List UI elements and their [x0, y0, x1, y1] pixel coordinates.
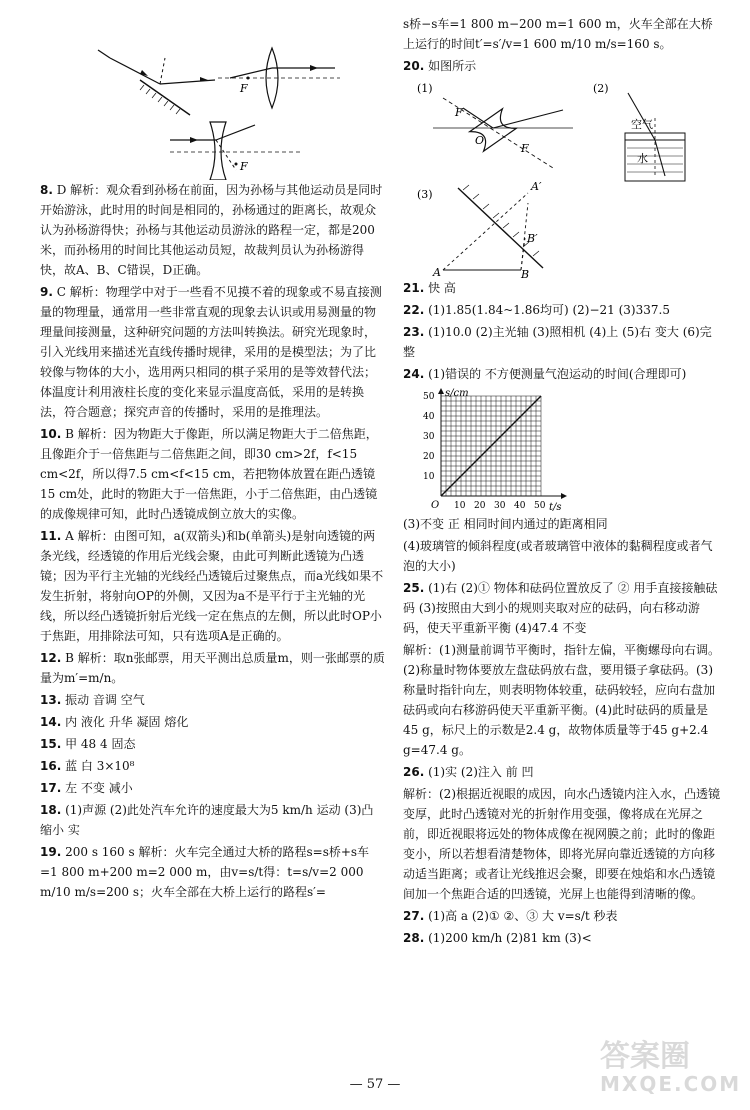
answer-item: [40, 778, 385, 798]
answer-item: [40, 842, 385, 902]
item-text: 解析：(1)测量前调节平衡时，指针左偏，平衡螺母向右调。(2)称量时物体要放左盘砝码放右盘，要用镊子拿砝码。(3)称量时指针向左，则表明物体较重，砝码较轻，应向右盘加砝码或向右移游码使天平重新平衡。(4)此时砝码的质量是45 g，标尺上的示数是2.4 g，故物体质量等于45 g+2.4 g=47.4 g。: [403, 643, 721, 757]
answer-item: [403, 364, 723, 384]
point-label: A′: [531, 180, 542, 193]
answer-item: [403, 762, 723, 782]
item-number: 24.: [403, 367, 425, 381]
answer-item: [40, 282, 385, 422]
x-tick-label: 20: [474, 501, 486, 511]
item-number: 22.: [403, 303, 425, 317]
y-tick-label: 50: [423, 392, 435, 402]
answer-item: [403, 514, 723, 534]
water-label: 水: [637, 152, 648, 165]
watermark-site: MXQE.COM: [600, 1072, 742, 1096]
item-text: (3)不变 正 相同时间内通过的距离相同: [403, 517, 608, 531]
y-tick-label: 40: [423, 412, 435, 422]
item-text: 200 s 160 s 解析：火车完全通过大桥的路程s=s桥+s车=1 800 m+200 m=2 000 m，由v=s/t得：t=s/v=2 000 m/10 m/s=200 s；火车全部在大桥上运行的路程s′=: [40, 845, 370, 899]
ray-diagram-20: [403, 78, 723, 278]
focus-label: F: [240, 160, 248, 173]
item-number: 25.: [403, 581, 425, 595]
answer-item: [403, 784, 723, 904]
lens-figures-top: [40, 40, 385, 180]
panel-label: (2): [593, 82, 609, 95]
item-number: 19.: [40, 845, 62, 859]
y-tick-label: 10: [423, 472, 435, 482]
focus-label: F: [521, 142, 529, 155]
item-number: 15.: [40, 737, 62, 751]
item-number: 13.: [40, 693, 62, 707]
x-tick-label: 40: [514, 501, 526, 511]
answer-item: [403, 928, 723, 948]
focus-label: F: [240, 82, 248, 95]
answer-item: [40, 180, 385, 280]
item-number: 17.: [40, 781, 62, 795]
y-tick-label: 30: [423, 432, 435, 442]
watermark-logo: [600, 1040, 740, 1105]
item-number: 9.: [40, 285, 53, 299]
answer-item: [403, 578, 723, 638]
item-text: 振动 音调 空气: [65, 693, 145, 707]
item-text: s桥−s车=1 800 m−200 m=1 600 m，火车全部在大桥上运行的时间t′=s′/v=1 600 m/10 m/s=160 s。: [403, 17, 713, 51]
item-text: C 解析：物理学中对于一些看不见摸不着的现象或不易直接测量的物理量，通常用一些非常直观的现象去认识或用易测量的物理量间接测量，这种研究问题的方法叫转换法。研究光现象时，引入光线用来描述光直线传播时规律，采用的是模型法；为了比较像与物体的大小，选用两只相同的棋子采用的是等效替代法；体温度计利用液柱长度的变化来显示温度高低，采用的是转换法，符合题意；探究声音的传播时，采用的是推理法。: [40, 285, 382, 419]
focus-label: F: [455, 106, 463, 119]
answer-item: [403, 906, 723, 926]
answer-item: [40, 648, 385, 688]
item-number: 23.: [403, 325, 425, 339]
x-axis-label: t/s: [549, 502, 562, 513]
item-text: D 解析：观众看到孙杨在前面，因为孙杨与其他运动员是同时开始游泳，此时用的时间是相同的，孙杨通过的距离长，故观众认为孙杨游得快；孙杨与其他运动员游泳的路程一定，都是200米，而孙杨用的时间比其他运动员短，故裁判员认为孙杨游得快，故A、B、C错误，D正确。: [40, 183, 383, 277]
item-number: 28.: [403, 931, 425, 945]
item-number: 18.: [40, 803, 62, 817]
item-text: 甲 48 4 固态: [65, 737, 136, 751]
s-t-graph: [421, 386, 571, 514]
item-number: 12.: [40, 651, 62, 665]
item-text: (1)10.0 (2)主光轴 (3)照相机 (4)上 (5)右 变大 (6)完整: [403, 325, 712, 359]
y-axis-label: s/cm: [445, 388, 469, 399]
panel-label: (3): [417, 188, 433, 201]
item-text: B 解析：取n张邮票，用天平测出总质量m，则一张邮票的质量为m′=m/n。: [40, 651, 385, 685]
x-tick-label: 50: [534, 501, 546, 511]
x-tick-label: 10: [454, 501, 466, 511]
item-text: (1)实 (2)注入 前 凹: [428, 765, 534, 779]
answer-item: [40, 690, 385, 710]
page-number: — 57 —: [349, 1077, 401, 1092]
origin-label: O: [431, 500, 440, 511]
item-text: 蓝 白 3×10⁸: [65, 759, 135, 773]
item-text: 解析：(2)根据近视眼的成因，向水凸透镜内注入水，凸透镜变厚，此时凸透镜对光的折射作用变强，像将成在光屏之前，即近视眼将远处的物体成像在视网膜之前；此时的像距变小，所以若想看清楚物体，即将光屏向靠近透镜的方向移动适当距离；或者让光线推迟会聚，即要在烛焰和水凸透镜间加一个焦距合适的凹透镜，光屏上也能得到清晰的像。: [403, 787, 721, 901]
point-label: A: [433, 266, 441, 278]
item-text: 如图所示: [428, 59, 477, 73]
y-tick-label: 20: [423, 452, 435, 462]
item-text: (1)1.85(1.84~1.86均可) (2)−21 (3)337.5: [428, 303, 670, 317]
item-number: 16.: [40, 759, 62, 773]
answer-item: [403, 56, 723, 76]
item-number: 26.: [403, 765, 425, 779]
item-text: 快 高: [428, 281, 456, 295]
answer-item: [403, 322, 723, 362]
right-column: [403, 14, 723, 950]
answer-item: [403, 536, 723, 576]
item-number: 8.: [40, 183, 53, 197]
item-text: (1)200 km/h (2)81 km (3)<: [428, 931, 592, 945]
item-number: 10.: [40, 427, 62, 441]
answer-item: [403, 278, 723, 298]
answer-item: [403, 14, 723, 54]
answer-item: [40, 712, 385, 732]
left-column: [40, 40, 385, 904]
panel-label: (1): [417, 82, 433, 95]
answer-item: [40, 734, 385, 754]
answer-item: [403, 640, 723, 760]
item-number: 20.: [403, 59, 425, 73]
air-label: 空气: [631, 118, 653, 131]
answer-item: [40, 756, 385, 776]
point-label: B′: [527, 232, 538, 245]
item-text: (1)右 (2)① 物体和砝码位置放反了 ② 用手直接接触砝码 (3)按照由大到小的规则夹取对应的砝码，向右移动游码，使天平重新平衡 (4)47.4 不变: [403, 581, 718, 635]
item-number: 11.: [40, 529, 62, 543]
item-text: (1)错误的 不方便测量气泡运动的时间(合理即可): [428, 367, 687, 381]
answer-item: [40, 800, 385, 840]
item-text: A 解析：由图可知，a(双箭头)和b(单箭头)是射向透镜的两条光线，经透镜的作用后光线会聚，由此可判断此透镜为凸透镜；因为平行主光轴的光线经凸透镜后过聚焦点，而a光线如果不发生折射，将射向OP的外侧，又因为a不是平行于主光轴的光线，所以经凸透镜折射后光线一定在焦点的左侧，所以此时OP小于焦距，用排除法可知，只有选项A是正确的。: [40, 529, 384, 643]
item-number: 21.: [403, 281, 425, 295]
answer-item: [40, 526, 385, 646]
item-text: 内 液化 升华 凝固 熔化: [65, 715, 189, 729]
optical-center-label: O: [475, 134, 485, 147]
item-text: (1)高 a (2)① ②、③ 大 v=s/t 秒表: [428, 909, 618, 923]
x-tick-label: 30: [494, 501, 506, 511]
watermark-logo-text: 答案圈: [600, 1039, 690, 1074]
item-text: (4)玻璃管的倾斜程度(或者玻璃管中液体的黏稠程度或者气泡的大小): [403, 539, 713, 573]
item-text: B 解析：因为物距大于像距，所以满足物距大于二倍焦距，且像距介于一倍焦距与二倍焦距之间，即30 cm>2f，f<15 cm<2f，所以得7.5 cm<f<15 cm，若把物体放置在距凸透镜15 cm处，此时的物距大于一倍焦距，小于二倍焦距，由凸透镜的成像规律可知，此时凸透镜成倒立放大的实像。: [40, 427, 378, 521]
point-label: B: [521, 268, 530, 278]
answer-item: [40, 424, 385, 524]
item-number: 27.: [403, 909, 425, 923]
answer-item: [403, 300, 723, 320]
item-text: (1)声源 (2)此处汽车允许的速度最大为5 km/h 运动 (3)凸 缩小 实: [40, 803, 374, 837]
item-number: 14.: [40, 715, 62, 729]
item-text: 左 不变 减小: [65, 781, 133, 795]
